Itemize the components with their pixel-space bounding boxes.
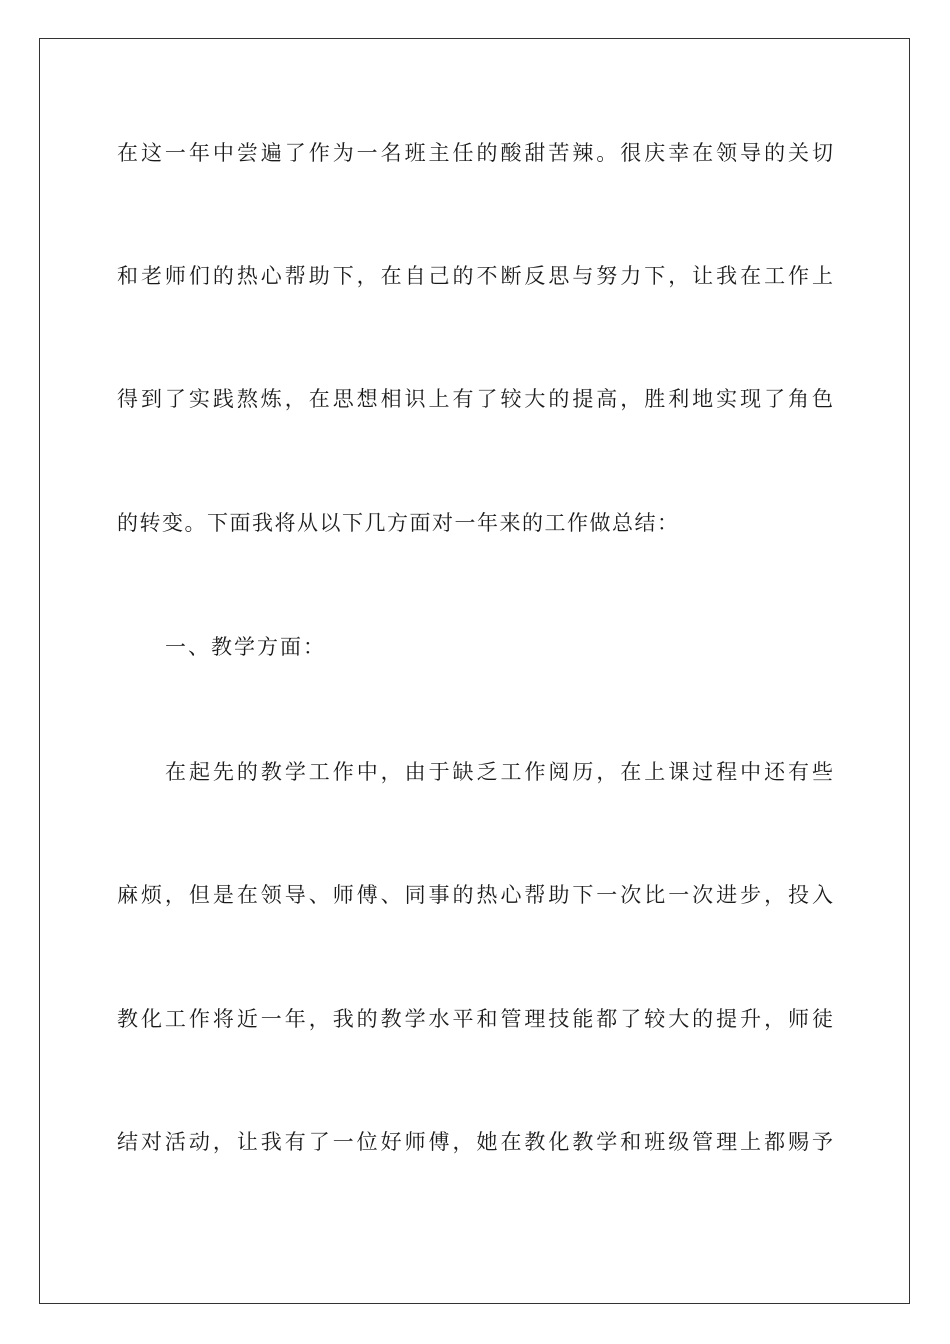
paragraph-1-line-3: 得到了实践熬炼，在思想相识上有了较大的提高，胜利地实现了角色 bbox=[117, 387, 833, 411]
page-border bbox=[39, 38, 910, 1304]
paragraph-1-line-4: 的转变。下面我将从以下几方面对一年来的工作做总结： bbox=[117, 511, 680, 535]
paragraph-1-line-2: 和老师们的热心帮助下，在自己的不断反思与努力下，让我在工作上 bbox=[117, 264, 833, 288]
paragraph-1-line-1: 在这一年中尝遍了作为一名班主任的酸甜苦辣。很庆幸在领导的关切 bbox=[117, 141, 833, 165]
section-1-heading: 一、教学方面： bbox=[165, 635, 326, 659]
section-1-line-2: 麻烦，但是在领导、师傅、同事的热心帮助下一次比一次进步，投入 bbox=[117, 883, 833, 907]
section-1-line-4: 结对活动，让我有了一位好师傅，她在教化教学和班级管理上都赐予 bbox=[117, 1130, 833, 1154]
section-1-line-3: 教化工作将近一年，我的教学水平和管理技能都了较大的提升，师徒 bbox=[117, 1007, 833, 1031]
section-1-line-1: 在起先的教学工作中，由于缺乏工作阅历，在上课过程中还有些 bbox=[165, 760, 833, 784]
